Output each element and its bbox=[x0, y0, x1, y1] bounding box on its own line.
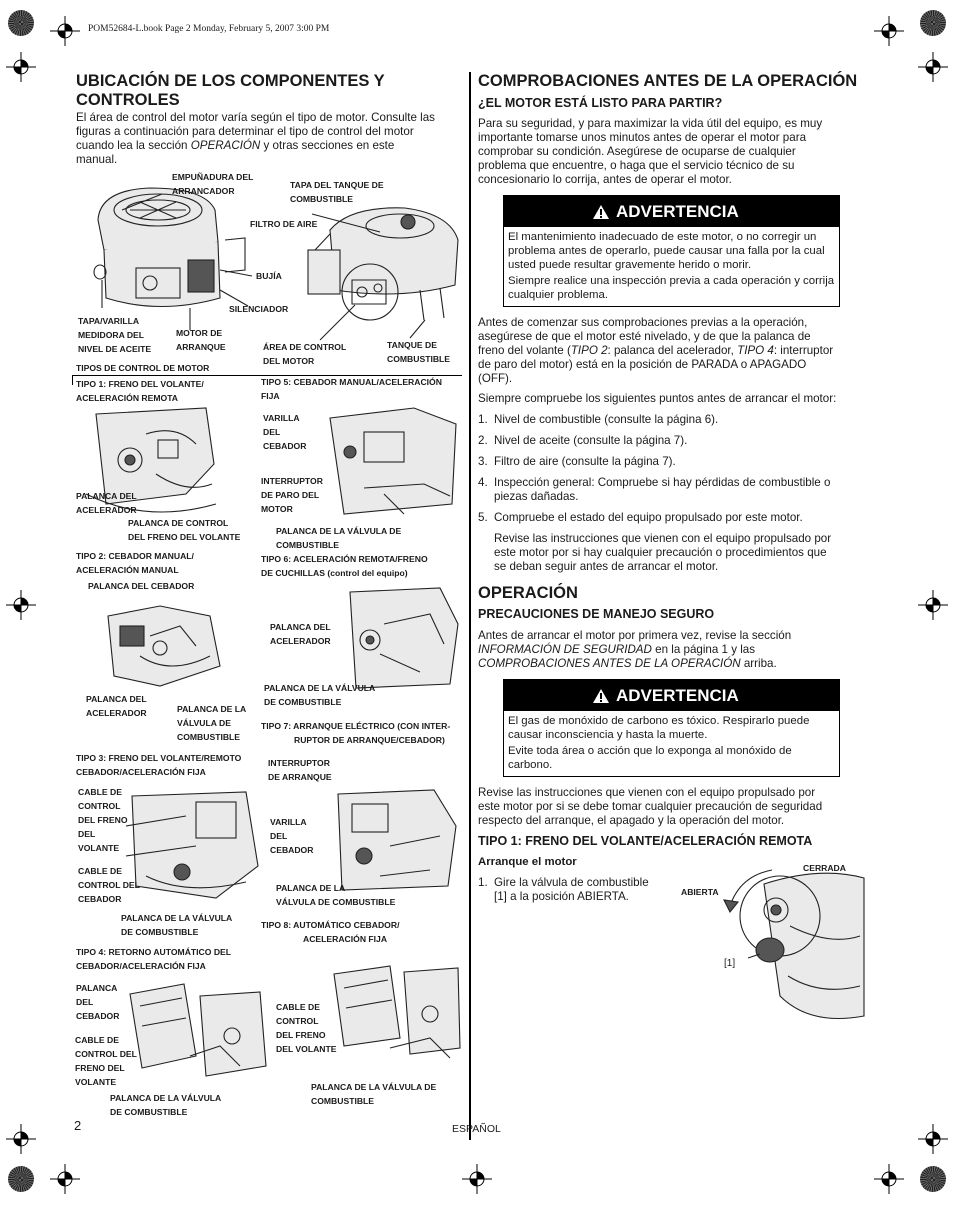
tipo7-label-valvula: PALANCA DE LA VÁLVULA DE COMBUSTIBLE bbox=[276, 883, 396, 907]
paragraph-revise: Revise las instrucciones que vienen con el equipo propulsado por este motor por si hay cualquier precaución o procedimientos que se deban seguir antes de arrancar el motor. bbox=[494, 532, 832, 573]
tipo7-label-varilla: VARILLA DEL CEBADOR bbox=[270, 817, 314, 855]
tipo4-title: TIPO 4: RETORNO AUTOMÁTICO DEL CEBADOR/ACELERACIÓN FIJA bbox=[76, 947, 232, 971]
tipo3-label-cable-cebador: CABLE DE CONTROL DEL CEBADOR bbox=[78, 866, 140, 904]
list-item: 2. Nivel de aceite (consulte la página 7). bbox=[478, 434, 688, 447]
tipo4-label-cable-freno: CABLE DE CONTROL DEL FRENO DEL VOLANTE bbox=[75, 1035, 137, 1087]
label-tanque-combustible: TANQUE DE COMBUSTIBLE bbox=[387, 340, 451, 364]
tipo6-label-acelerador: PALANCA DEL ACELERADOR bbox=[270, 622, 331, 646]
warning-text: El mantenimiento inadecuado de este motor, o no corregir un problema antes de operarlo, puede causar una falla por la cual usted puede resultar gravemente herido o morir. bbox=[508, 231, 825, 271]
subheading-tipo1: TIPO 1: FRENO DEL VOLANTE/ACELERACIÓN REMOTA bbox=[478, 834, 813, 848]
tipo6-label-valvula: PALANCA DE LA VÁLVULA DE COMBUSTIBLE bbox=[264, 683, 376, 707]
tipo3-illustration bbox=[126, 786, 262, 906]
registration-mark-icon bbox=[50, 16, 80, 46]
warning-text: Evite toda área o acción que lo exponga al monóxido de carbono. bbox=[508, 745, 792, 771]
tipo7-title: TIPO 7: ARRANQUE ELÉCTRICO (CON INTER- RUPTOR DE ARRANQUE/CEBADOR) bbox=[261, 721, 451, 745]
tipo4-illustration bbox=[120, 976, 270, 1088]
list-item: 4. Inspección general: Compruebe si hay pérdidas de combustible o piezas dañadas. bbox=[478, 476, 831, 503]
warning-triangle-icon bbox=[592, 688, 610, 704]
tipo5-illustration bbox=[324, 404, 462, 524]
crop-disc-bottom-left bbox=[8, 1166, 34, 1192]
warning-box-mantenimiento bbox=[503, 195, 840, 307]
label-empunadura: EMPUÑADURA DEL ARRANCADOR bbox=[172, 172, 254, 196]
tipo6-illustration bbox=[340, 584, 462, 696]
tipo8-title: TIPO 8: AUTOMÁTICO CEBADOR/ ACELERACIÓN FIJA bbox=[261, 920, 400, 944]
types-caption: TIPOS DE CONTROL DE MOTOR bbox=[76, 363, 210, 373]
label-filtro-aire: FILTRO DE AIRE bbox=[250, 219, 318, 229]
list-item: 1. Gire la válvula de combustible [1] a la posición ABIERTA. bbox=[478, 876, 649, 903]
subheading-listo: ¿EL MOTOR ESTÁ LISTO PARA PARTIR? bbox=[478, 96, 723, 110]
paragraph-primera-vez: Antes de arrancar el motor por primera vez, revise la sección INFORMACIÓN DE SEGURIDAD en la página 1 y las COMPROBACIONES ANTES DE LA OPERACIÓN arriba. bbox=[478, 629, 792, 670]
warning-header: ADVERTENCIA bbox=[504, 680, 839, 711]
tipo3-title: TIPO 3: FRENO DEL VOLANTE/REMOTO CEBADOR/ACELERACIÓN FIJA bbox=[76, 753, 242, 777]
tipo1-label-freno: PALANCA DE CONTROL DEL FRENO DEL VOLANTE bbox=[128, 518, 241, 542]
tipo4-label-valvula: PALANCA DE LA VÁLVULA DE COMBUSTIBLE bbox=[110, 1093, 222, 1117]
section-title-comprobaciones: COMPROBACIONES ANTES DE LA OPERACIÓN bbox=[478, 72, 858, 90]
label-silenciador: SILENCIADOR bbox=[229, 304, 289, 314]
tipo2-label-cebador: PALANCA DEL CEBADOR bbox=[88, 581, 195, 591]
registration-mark-icon bbox=[50, 1164, 80, 1194]
fig-label-cerrada: CERRADA bbox=[803, 863, 846, 873]
list-item: 3. Filtro de aire (consulte la página 7). bbox=[478, 455, 676, 468]
registration-mark-icon bbox=[6, 590, 36, 620]
file-header: POM52684-L.book Page 2 Monday, February 5, 2007 3:00 PM bbox=[88, 24, 330, 34]
warning-header: ADVERTENCIA bbox=[504, 196, 839, 227]
subheading-arranque: Arranque el motor bbox=[478, 856, 577, 868]
tipo1-label-acelerador: PALANCA DEL ACELERADOR bbox=[76, 491, 137, 515]
label-tapa-tanque: TAPA DEL TANQUE DE COMBUSTIBLE bbox=[290, 180, 384, 204]
registration-mark-icon bbox=[6, 52, 36, 82]
label-area-control: ÁREA DE CONTROL DEL MOTOR bbox=[263, 342, 347, 366]
tipo4-label-cable-freno-2: CABLE DE CONTROL DEL FRENO DEL VOLANTE bbox=[276, 1002, 337, 1054]
crop-disc-top-left bbox=[8, 10, 34, 36]
paragraph-seguridad: Para su seguridad, y para maximizar la vida útil del equipo, es muy importante tomarse unos minutos antes de operar el motor para comprobar su condición. Asegúrese de ocuparse de cualquier problema que encuentre, o haga que el servicio técnico de su concesionario lo corrija, antes de operar el motor. bbox=[478, 117, 823, 186]
registration-mark-icon bbox=[874, 16, 904, 46]
tipo5-label-interruptor: INTERRUPTOR DE PARO DEL MOTOR bbox=[261, 476, 323, 514]
label-motor-arranque: MOTOR DE ARRANQUE bbox=[176, 328, 226, 352]
section-title-ubicacion: UBICACIÓN DE LOS COMPONENTES Y CONTROLES bbox=[76, 72, 385, 109]
tipo3-label-valvula: PALANCA DE LA VÁLVULA DE COMBUSTIBLE bbox=[121, 913, 233, 937]
tipo3-label-cable-freno: CABLE DE CONTROL DEL FRENO DEL VOLANTE bbox=[78, 787, 128, 853]
tipo2-label-acelerador: PALANCA DEL ACELERADOR bbox=[86, 694, 147, 718]
paragraph-antes-comenzar: Antes de comenzar sus comprobaciones previas a la operación, asegúrese de que el motor esté nivelado, y de que la palanca de freno del volante (TIPO 2: palanca del acelerador, TIPO 4: interruptor de paro del motor) está en la posición de PARADA o APAGADO (OFF). bbox=[478, 316, 834, 385]
section-title-operacion: OPERACIÓN bbox=[478, 584, 578, 602]
warning-text: Siempre realice una inspección previa a cada operación y corrija cualquier problema. bbox=[508, 275, 835, 301]
paragraph-revise-seguridad: Revise las instrucciones que vienen con el equipo propulsado por este motor por si se debe tomar cualquier precaución de seguridad respecto del arranque, el apagado y la operación del motor. bbox=[478, 786, 823, 827]
registration-mark-icon bbox=[918, 52, 948, 82]
registration-mark-icon bbox=[6, 1124, 36, 1154]
language-footer: ESPAÑOL bbox=[452, 1123, 501, 1135]
label-bujia: BUJÍA bbox=[256, 271, 282, 281]
fuel-valve-illustration bbox=[720, 866, 865, 1024]
tipo6-title: TIPO 6: ACELERACIÓN REMOTA/FRENO DE CUCHILLAS (control del equipo) bbox=[261, 554, 428, 578]
subheading-precauciones: PRECAUCIONES DE MANEJO SEGURO bbox=[478, 607, 715, 621]
tipo7-label-interruptor: INTERRUPTOR DE ARRANQUE bbox=[268, 758, 332, 782]
tipo5-title: TIPO 5: CEBADOR MANUAL/ACELERACIÓN FIJA bbox=[261, 377, 442, 401]
tipo2-label-valvula: PALANCA DE LA VÁLVULA DE COMBUSTIBLE bbox=[177, 704, 247, 742]
tipo1-title: TIPO 1: FRENO DEL VOLANTE/ ACELERACIÓN REMOTA bbox=[76, 379, 204, 403]
warning-text: El gas de monóxido de carbono es tóxico. Respirarlo puede causar inconsciencia y hasta la muerte. bbox=[508, 715, 810, 741]
tipo2-title: TIPO 2: CEBADOR MANUAL/ ACELERACIÓN MANUAL bbox=[76, 551, 194, 575]
tipo2-illustration bbox=[100, 596, 230, 696]
tipo5-label-varilla: VARILLA DEL CEBADOR bbox=[263, 413, 307, 451]
tipo4-label-palanca-cebador: PALANCA DEL CEBADOR bbox=[76, 983, 120, 1021]
registration-mark-icon bbox=[462, 1164, 492, 1194]
warning-triangle-icon bbox=[592, 204, 610, 220]
paragraph-siempre: Siempre compruebe los siguientes puntos antes de arrancar el motor: bbox=[478, 392, 837, 405]
tipo5-label-valvula: PALANCA DE LA VÁLVULA DE COMBUSTIBLE bbox=[276, 526, 402, 550]
label-tapa-varilla: TAPA/VARILLA MEDIDORA DEL NIVEL DE ACEITE bbox=[78, 316, 152, 354]
fig-label-abierta: ABIERTA bbox=[681, 887, 719, 897]
types-frame-left-rule bbox=[72, 375, 73, 385]
column-divider bbox=[469, 72, 471, 1140]
registration-mark-icon bbox=[918, 590, 948, 620]
crop-disc-bottom-right bbox=[920, 1166, 946, 1192]
registration-mark-icon bbox=[874, 1164, 904, 1194]
fig-label-ref-1: [1] bbox=[724, 958, 736, 969]
warning-box-monoxido bbox=[503, 679, 840, 777]
registration-mark-icon bbox=[918, 1124, 948, 1154]
list-item: 1. Nivel de combustible (consulte la página 6). bbox=[478, 413, 719, 426]
list-item: 5. Compruebe el estado del equipo propulsado por este motor. bbox=[478, 511, 803, 524]
intro-paragraph: El área de control del motor varía según el tipo de motor. Consulte las figuras a continuación para determinar el tipo de control del motor cuando lea la sección OPERACIÓN y otras secciones en este manual. bbox=[76, 111, 435, 166]
tipo8-label-valvula: PALANCA DE LA VÁLVULA DE COMBUSTIBLE bbox=[311, 1082, 437, 1106]
crop-disc-top-right bbox=[920, 10, 946, 36]
tipo8-illustration bbox=[330, 958, 462, 1078]
page-number: 2 bbox=[74, 1118, 82, 1133]
